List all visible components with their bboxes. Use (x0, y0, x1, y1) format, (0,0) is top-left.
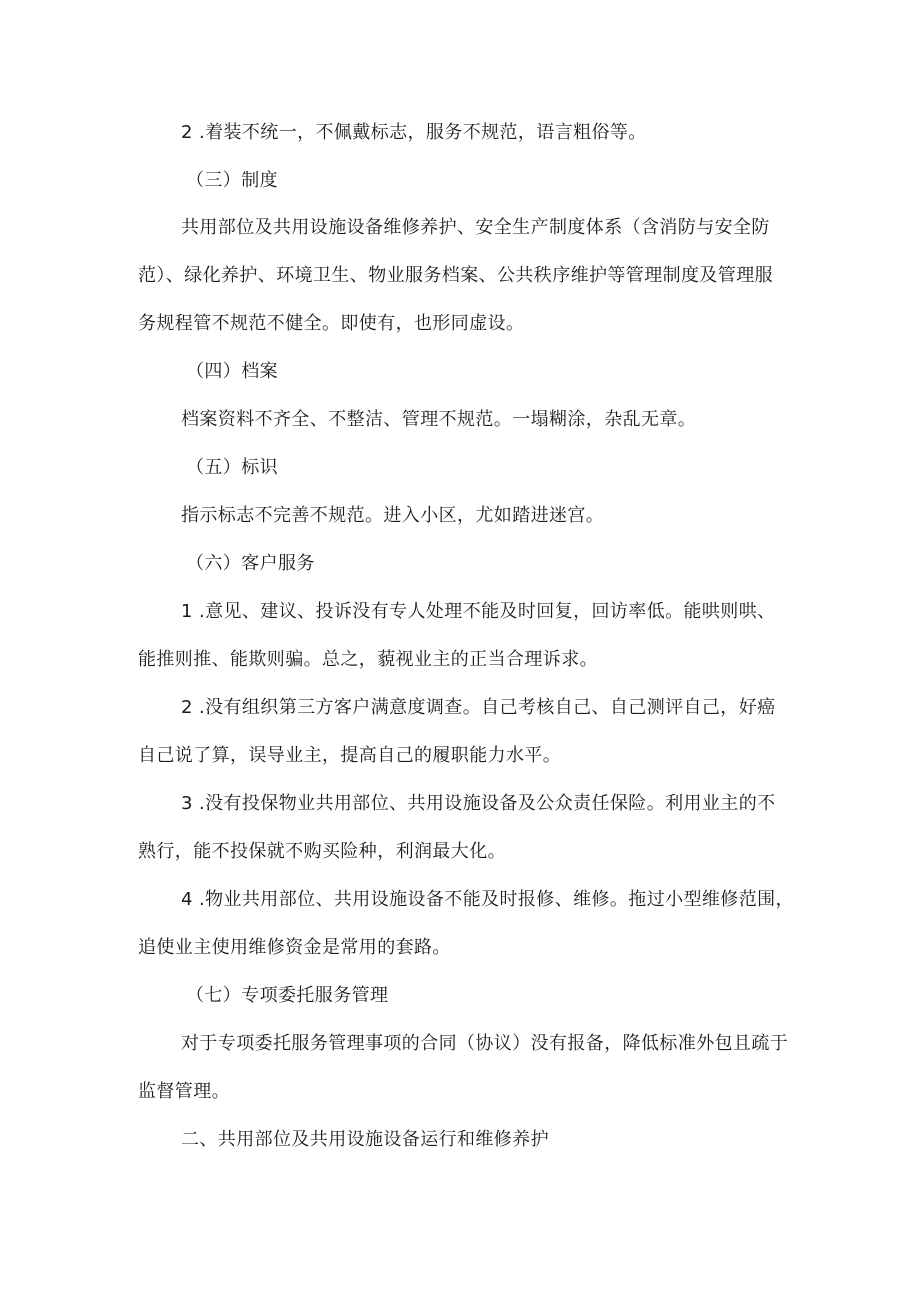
paragraph-line: 务规程管不规范不健全。即使有，也形同虚设。 (138, 313, 525, 334)
paragraph-line: 能推则推、能欺则骗。总之，藐视业主的正当合理诉求。 (138, 649, 598, 670)
paragraph-line: 共用部位及共用设施设备维修养护、安全生产制度体系（含消防与安全防 (181, 217, 770, 238)
paragraph-line: 对于专项委托服务管理事项的合同（协议）没有报备，降低标准外包且疏于 (181, 1033, 789, 1054)
paragraph-line: 熟行，能不投保就不购买险种，利润最大化。 (138, 841, 506, 862)
paragraph-line: 监督管理。 (138, 1081, 230, 1102)
section-heading: （七）专项委托服务管理 (186, 985, 389, 1006)
section-heading: （四）档案 (186, 361, 278, 382)
paragraph-line: 4 .物业共用部位、共用设施设备不能及时报修、维修。拖过小型维修范围， (181, 889, 794, 910)
section-heading: （六）客户服务 (186, 553, 315, 574)
paragraph-line: 指示标志不完善不规范。进入小区，尤如踏进迷宫。 (181, 505, 605, 526)
paragraph-line: 档案资料不齐全、不整洁、管理不规范。一塌糊涂，杂乱无章。 (181, 409, 697, 430)
paragraph-line: 追使业主使用维修资金是常用的套路。 (138, 937, 451, 958)
section-heading: （三）制度 (186, 170, 278, 191)
paragraph-line: 1 .意见、建议、投诉没有专人处理不能及时回复，回访率低。能哄则哄、 (181, 601, 776, 622)
section-heading: （五）标识 (186, 457, 278, 478)
chapter-heading: 二、共用部位及共用设施设备运行和维修养护 (181, 1129, 549, 1150)
paragraph-line: 3 .没有投保物业共用部位、共用设施设备及公众责任保险。利用业主的不 (181, 793, 776, 814)
paragraph-line: 自己说了算，误导业主，提高自己的履职能力水平。 (138, 745, 562, 766)
paragraph-line: 范）、绿化养护、环境卫生、物业服务档案、公共秩序维护等管理制度及管理服 (138, 265, 773, 286)
paragraph-line: 2 .没有组织第三方客户满意度调查。自己考核自己、自己测评自己，好癌 (181, 697, 776, 718)
paragraph-line: 2 .着装不统一，不佩戴标志，服务不规范，语言粗俗等。 (181, 122, 647, 143)
